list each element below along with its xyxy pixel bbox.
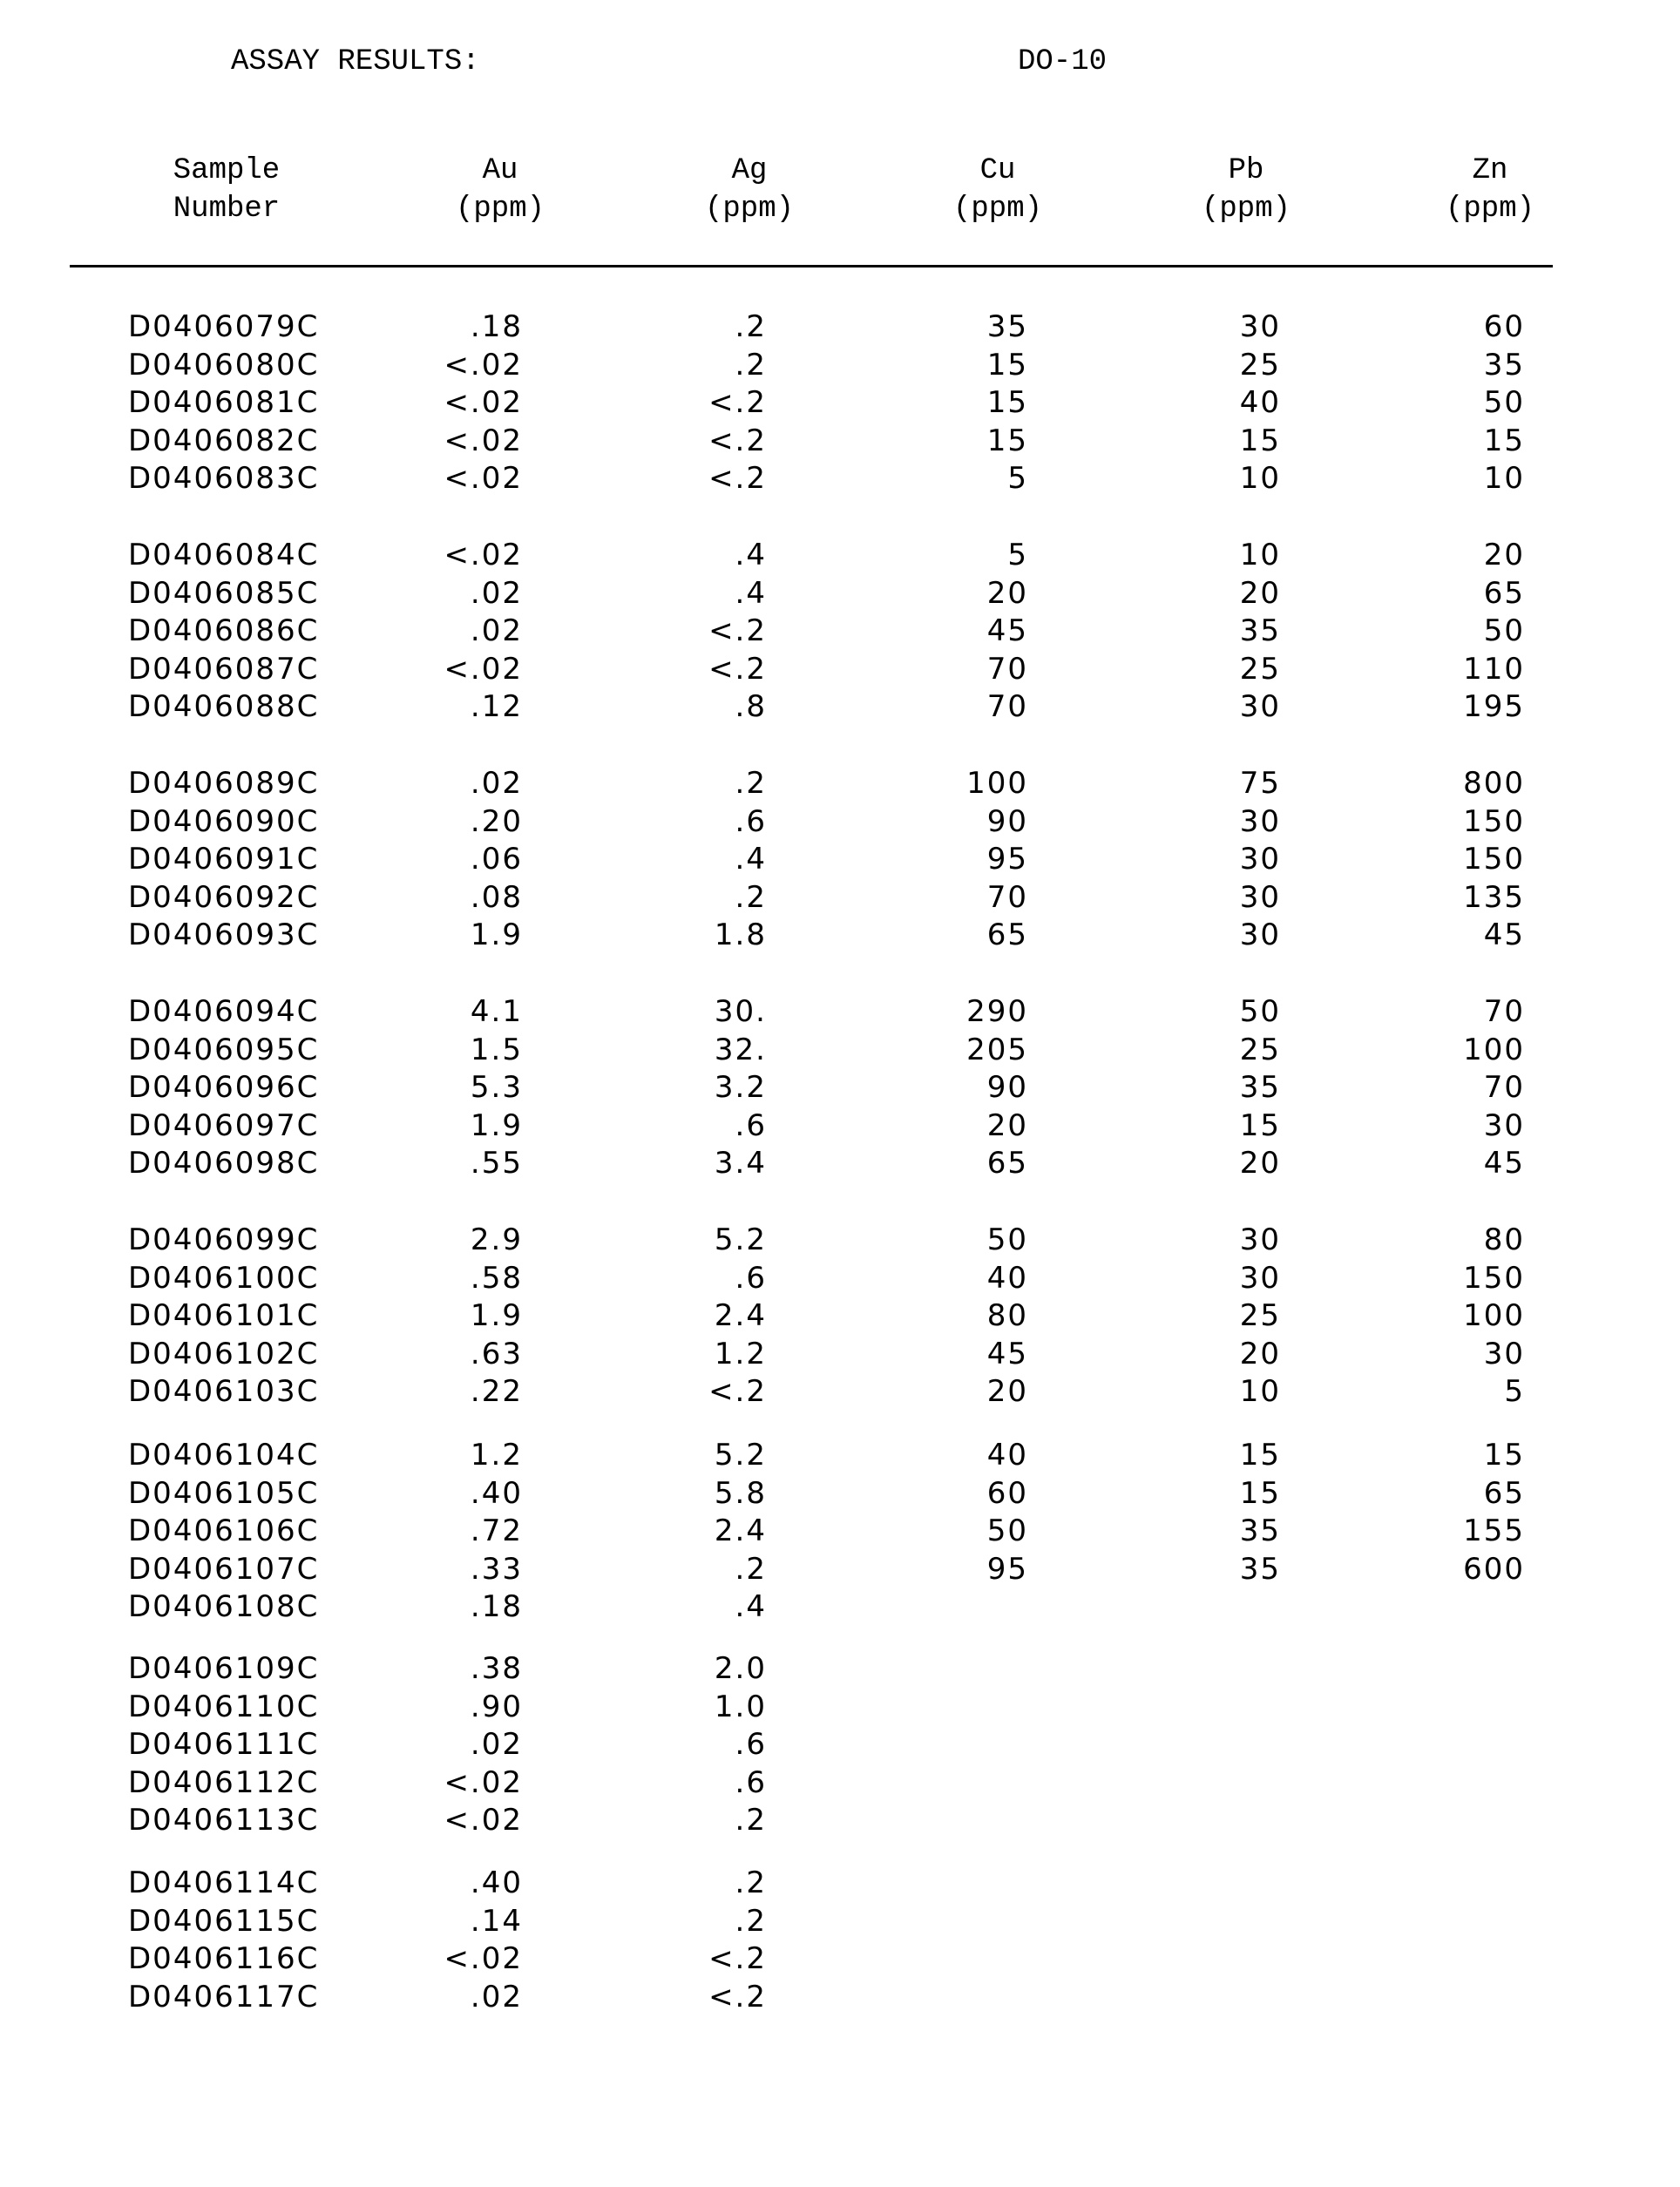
au-cell: .63: [470, 1336, 523, 1371]
au-cell: .22: [470, 1374, 523, 1409]
pb-cell: 30: [1239, 803, 1281, 839]
column-header-unit: Number: [173, 193, 281, 226]
ag-cell: .2: [735, 309, 767, 344]
ag-cell: <.2: [708, 423, 767, 458]
ag-cell: <.2: [708, 613, 767, 648]
pb-cell: 20: [1239, 1336, 1281, 1371]
cu-cell: 70: [986, 879, 1028, 915]
cu-cell: 95: [986, 842, 1028, 877]
zn-cell: 30: [1483, 1107, 1525, 1143]
column-header-name: Pb: [1228, 154, 1264, 187]
pb-cell: 15: [1239, 423, 1281, 458]
au-cell: .38: [470, 1651, 523, 1686]
cu-cell: 15: [986, 423, 1028, 458]
zn-cell: 35: [1483, 347, 1525, 383]
ag-cell: 30.: [714, 994, 767, 1029]
au-cell: 1.5: [470, 1032, 523, 1067]
au-cell: .20: [470, 803, 523, 839]
sample-number-cell: D0406117C: [128, 1979, 320, 2014]
zn-cell: 70: [1483, 1070, 1525, 1105]
ag-cell: .4: [735, 538, 767, 572]
ag-cell: 1.8: [714, 917, 767, 952]
ag-cell: .6: [735, 1727, 767, 1762]
ag-cell: <.2: [708, 651, 767, 687]
cu-cell: 5: [1007, 538, 1028, 572]
zn-cell: 5: [1504, 1374, 1525, 1409]
cu-cell: 15: [986, 347, 1028, 383]
ag-cell: <.2: [708, 461, 767, 496]
ag-cell: <.2: [708, 1941, 767, 1976]
pb-cell: 35: [1239, 1551, 1281, 1587]
pb-cell: 25: [1239, 651, 1281, 687]
zn-cell: 150: [1463, 803, 1525, 839]
column-header-unit: (ppm): [1201, 193, 1291, 226]
au-cell: .18: [470, 309, 523, 344]
cu-cell: 20: [986, 575, 1028, 611]
au-cell: <.02: [444, 423, 523, 458]
column-header-unit: (ppm): [704, 193, 795, 226]
pb-cell: 25: [1239, 1032, 1281, 1067]
pb-cell: 30: [1239, 1260, 1281, 1296]
pb-cell: 30: [1239, 917, 1281, 952]
cu-cell: 20: [986, 1107, 1028, 1143]
pb-cell: 15: [1239, 1107, 1281, 1143]
au-cell: 2.9: [470, 1222, 523, 1257]
sample-number-cell: D0406088C: [128, 689, 320, 724]
ag-cell: .2: [735, 1551, 767, 1587]
zn-cell: 100: [1463, 1298, 1525, 1333]
pb-cell: 30: [1239, 689, 1281, 724]
sample-number-cell: D0406115C: [128, 1903, 320, 1939]
zn-cell: 15: [1483, 1438, 1525, 1473]
pb-cell: 40: [1239, 385, 1281, 420]
cu-cell: 90: [986, 1070, 1028, 1105]
zn-cell: 10: [1483, 461, 1525, 496]
sample-number-cell: D0406082C: [128, 423, 320, 458]
zn-cell: 65: [1483, 575, 1525, 611]
zn-cell: 800: [1463, 766, 1525, 801]
ag-cell: .6: [735, 1260, 767, 1296]
ag-cell: <.2: [708, 1374, 767, 1409]
column-header-unit: (ppm): [455, 193, 545, 226]
sample-number-cell: D0406097C: [128, 1107, 320, 1143]
sample-number-cell: D0406090C: [128, 803, 320, 839]
sample-number-cell: D0406080C: [128, 347, 320, 383]
document-title: ASSAY RESULTS:: [231, 45, 480, 78]
column-header-name: Zn: [1472, 154, 1508, 187]
cu-cell: 60: [986, 1475, 1028, 1511]
ag-cell: <.2: [708, 385, 767, 420]
cu-cell: 80: [986, 1298, 1028, 1333]
pb-cell: 15: [1239, 1438, 1281, 1473]
cu-cell: 95: [986, 1551, 1028, 1587]
sample-number-cell: D0406086C: [128, 613, 320, 648]
au-cell: 1.2: [470, 1438, 523, 1473]
zn-cell: 150: [1463, 1260, 1525, 1296]
ag-cell: 5.2: [714, 1438, 767, 1473]
ag-cell: .2: [735, 879, 767, 915]
zn-cell: 195: [1463, 689, 1525, 724]
au-cell: .72: [470, 1513, 523, 1548]
column-header-unit: (ppm): [952, 193, 1043, 226]
au-cell: .14: [470, 1903, 523, 1939]
zn-cell: 45: [1483, 917, 1525, 952]
cu-cell: 65: [986, 917, 1028, 952]
zn-cell: 600: [1463, 1551, 1525, 1587]
au-cell: 5.3: [470, 1070, 523, 1105]
sample-number-cell: D0406100C: [128, 1260, 320, 1296]
au-cell: .58: [470, 1260, 523, 1296]
au-cell: .40: [470, 1865, 523, 1900]
pb-cell: 30: [1239, 1222, 1281, 1257]
pb-cell: 10: [1239, 461, 1281, 496]
au-cell: <.02: [444, 651, 523, 687]
sample-number-cell: D0406089C: [128, 766, 320, 801]
pb-cell: 10: [1239, 1374, 1281, 1409]
cu-cell: 205: [966, 1032, 1028, 1067]
drillhole-id: DO-10: [1018, 45, 1108, 78]
zn-cell: 70: [1483, 994, 1525, 1029]
column-header-name: Ag: [731, 154, 768, 187]
au-cell: 1.9: [470, 917, 523, 952]
sample-number-cell: D0406110C: [128, 1689, 320, 1724]
sample-number-cell: D0406092C: [128, 879, 320, 915]
column-header-name: Cu: [979, 154, 1016, 187]
sample-number-cell: D0406081C: [128, 385, 320, 420]
cu-cell: 90: [986, 803, 1028, 839]
ag-cell: 2.0: [714, 1651, 767, 1686]
cu-cell: 65: [986, 1146, 1028, 1181]
ag-cell: 3.4: [714, 1146, 767, 1181]
sample-number-cell: D0406103C: [128, 1374, 320, 1409]
cu-cell: 15: [986, 385, 1028, 420]
pb-cell: 30: [1239, 879, 1281, 915]
au-cell: .02: [470, 1727, 523, 1762]
pb-cell: 30: [1239, 309, 1281, 344]
cu-cell: 45: [986, 613, 1028, 648]
sample-number-cell: D0406087C: [128, 651, 320, 687]
au-cell: .12: [470, 689, 523, 724]
sample-number-cell: D0406114C: [128, 1865, 320, 1900]
au-cell: .06: [470, 842, 523, 877]
zn-cell: 80: [1483, 1222, 1525, 1257]
au-cell: .55: [470, 1146, 523, 1181]
sample-number-cell: D0406083C: [128, 461, 320, 496]
sample-number-cell: D0406096C: [128, 1070, 320, 1105]
sample-number-cell: D0406098C: [128, 1146, 320, 1181]
au-cell: .18: [470, 1589, 523, 1624]
ag-cell: .8: [735, 689, 767, 724]
au-cell: .02: [470, 766, 523, 801]
ag-cell: 3.2: [714, 1070, 767, 1105]
sample-number-cell: D0406107C: [128, 1551, 320, 1587]
sample-number-cell: D0406079C: [128, 309, 320, 344]
zn-cell: 155: [1463, 1513, 1525, 1548]
zn-cell: 20: [1483, 538, 1525, 572]
sample-number-cell: D0406113C: [128, 1803, 320, 1838]
au-cell: 1.9: [470, 1298, 523, 1333]
zn-cell: 60: [1483, 309, 1525, 344]
sample-number-cell: D0406099C: [128, 1222, 320, 1257]
ag-cell: .2: [735, 347, 767, 383]
sample-number-cell: D0406093C: [128, 917, 320, 952]
cu-cell: 35: [986, 309, 1028, 344]
pb-cell: 35: [1239, 613, 1281, 648]
ag-cell: .6: [735, 803, 767, 839]
au-cell: <.02: [444, 1803, 523, 1838]
au-cell: .02: [470, 613, 523, 648]
ag-cell: .2: [735, 1865, 767, 1900]
pb-cell: 75: [1239, 766, 1281, 801]
cu-cell: 70: [986, 689, 1028, 724]
sample-number-cell: D0406108C: [128, 1589, 320, 1624]
au-cell: .40: [470, 1475, 523, 1511]
sample-number-cell: D0406101C: [128, 1298, 320, 1333]
sample-number-cell: D0406112C: [128, 1764, 320, 1800]
sample-number-cell: D0406091C: [128, 842, 320, 877]
cu-cell: 70: [986, 651, 1028, 687]
au-cell: <.02: [444, 461, 523, 496]
ag-cell: 1.0: [714, 1689, 767, 1724]
zn-cell: 50: [1483, 613, 1525, 648]
cu-cell: 290: [966, 994, 1028, 1029]
pb-cell: 25: [1239, 347, 1281, 383]
pb-cell: 20: [1239, 575, 1281, 611]
ag-cell: .6: [735, 1107, 767, 1143]
pb-cell: 50: [1239, 994, 1281, 1029]
ag-cell: 2.4: [714, 1298, 767, 1333]
ag-cell: .6: [735, 1764, 767, 1800]
sample-number-cell: D0406105C: [128, 1475, 320, 1511]
ag-cell: .4: [735, 575, 767, 611]
ag-cell: 2.4: [714, 1513, 767, 1548]
sample-number-cell: D0406084C: [128, 538, 320, 572]
sample-number-cell: D0406094C: [128, 994, 320, 1029]
pb-cell: 15: [1239, 1475, 1281, 1511]
pb-cell: 25: [1239, 1298, 1281, 1333]
zn-cell: 30: [1483, 1336, 1525, 1371]
sample-number-cell: D0406116C: [128, 1941, 320, 1976]
cu-cell: 45: [986, 1336, 1028, 1371]
cu-cell: 5: [1007, 461, 1028, 496]
zn-cell: 45: [1483, 1146, 1525, 1181]
cu-cell: 50: [986, 1513, 1028, 1548]
cu-cell: 20: [986, 1374, 1028, 1409]
au-cell: <.02: [444, 1941, 523, 1976]
au-cell: 1.9: [470, 1107, 523, 1143]
ag-cell: <.2: [708, 1979, 767, 2014]
au-cell: 4.1: [470, 994, 523, 1029]
zn-cell: 15: [1483, 423, 1525, 458]
au-cell: <.02: [444, 385, 523, 420]
au-cell: <.02: [444, 1764, 523, 1800]
sample-number-cell: D0406095C: [128, 1032, 320, 1067]
pb-cell: 30: [1239, 842, 1281, 877]
ag-cell: .2: [735, 1903, 767, 1939]
au-cell: <.02: [444, 538, 523, 572]
pb-cell: 35: [1239, 1070, 1281, 1105]
ag-cell: 1.2: [714, 1336, 767, 1371]
au-cell: .02: [470, 575, 523, 611]
pb-cell: 10: [1239, 538, 1281, 572]
cu-cell: 40: [986, 1260, 1028, 1296]
au-cell: <.02: [444, 347, 523, 383]
au-cell: .90: [470, 1689, 523, 1724]
au-cell: .08: [470, 879, 523, 915]
ag-cell: .4: [735, 842, 767, 877]
sample-number-cell: D0406102C: [128, 1336, 320, 1371]
zn-cell: 100: [1463, 1032, 1525, 1067]
column-header-name: Sample: [173, 154, 281, 187]
ag-cell: 5.8: [714, 1475, 767, 1511]
au-cell: .02: [470, 1979, 523, 2014]
sample-number-cell: D0406111C: [128, 1727, 320, 1762]
au-cell: .33: [470, 1551, 523, 1587]
pb-cell: 35: [1239, 1513, 1281, 1548]
ag-cell: 5.2: [714, 1222, 767, 1257]
zn-cell: 110: [1463, 651, 1525, 687]
cu-cell: 50: [986, 1222, 1028, 1257]
ag-cell: .4: [735, 1589, 767, 1624]
sample-number-cell: D0406104C: [128, 1438, 320, 1473]
ag-cell: .2: [735, 766, 767, 801]
column-header-unit: (ppm): [1445, 193, 1535, 226]
cu-cell: 40: [986, 1438, 1028, 1473]
zn-cell: 135: [1463, 879, 1525, 915]
sample-number-cell: D0406109C: [128, 1651, 320, 1686]
zn-cell: 65: [1483, 1475, 1525, 1511]
cu-cell: 100: [966, 766, 1028, 801]
ag-cell: 32.: [714, 1032, 767, 1067]
sample-number-cell: D0406085C: [128, 575, 320, 611]
zn-cell: 50: [1483, 385, 1525, 420]
zn-cell: 150: [1463, 842, 1525, 877]
column-header-name: Au: [482, 154, 518, 187]
sample-number-cell: D0406106C: [128, 1513, 320, 1548]
pb-cell: 20: [1239, 1146, 1281, 1181]
ag-cell: .2: [735, 1803, 767, 1838]
